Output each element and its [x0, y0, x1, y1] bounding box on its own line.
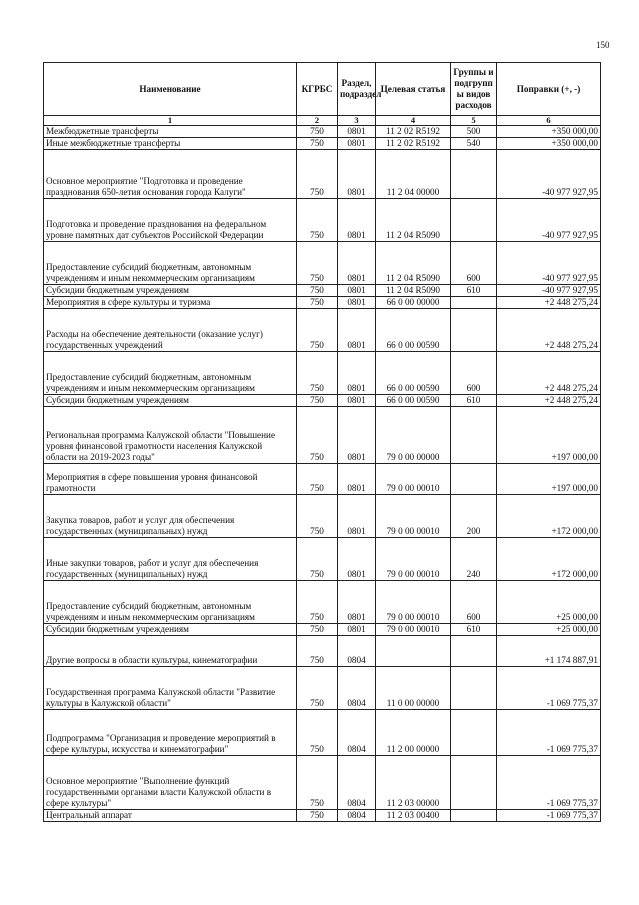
row-article: 11 2 04 00000 — [376, 150, 451, 199]
row-section: 0801 — [338, 297, 376, 309]
row-article: 11 2 03 00000 — [376, 756, 451, 810]
row-article: 11 2 04 R5090 — [376, 242, 451, 285]
row-name: Иные закупки товаров, работ и услуг для обеспечения государственных (муниципальных) нужд — [44, 538, 297, 581]
row-group: 600 — [451, 352, 497, 395]
row-kgrbs: 750 — [297, 464, 338, 495]
row-name: Центральный аппарат — [44, 810, 297, 822]
header-number: 6 — [497, 116, 601, 126]
row-name: Предоставление субсидий бюджетным, автономным учреждениям и иным некоммерческим организациям — [44, 581, 297, 624]
row-kgrbs: 750 — [297, 242, 338, 285]
row-group: 600 — [451, 581, 497, 624]
row-article: 79 0 00 00010 — [376, 495, 451, 538]
row-section: 0801 — [338, 150, 376, 199]
row-kgrbs: 750 — [297, 285, 338, 297]
row-group: 500 — [451, 126, 497, 138]
header-group: Группы и подгрупп ы видов расходов — [451, 63, 497, 116]
row-kgrbs: 750 — [297, 581, 338, 624]
row-section: 0801 — [338, 285, 376, 297]
row-name: Государственная программа Калужской области "Развитие культуры в Калужской области" — [44, 667, 297, 710]
row-group — [451, 297, 497, 309]
row-amount: -1 069 775,37 — [497, 710, 601, 756]
row-kgrbs: 750 — [297, 352, 338, 395]
table-row — [44, 636, 601, 667]
table-body — [44, 126, 601, 822]
row-group — [451, 667, 497, 710]
row-group — [451, 464, 497, 495]
row-amount: -40 977 927,95 — [497, 199, 601, 242]
row-name: Закупка товаров, работ и услуг для обеспечения государственных (муниципальных) нужд — [44, 495, 297, 538]
table-row — [44, 395, 601, 407]
row-group: 200 — [451, 495, 497, 538]
row-group — [451, 150, 497, 199]
header-number-row — [44, 116, 601, 126]
table-row — [44, 810, 601, 822]
row-section: 0801 — [338, 126, 376, 138]
row-name: Основное мероприятие "Выполнение функций государственными органами власти Калужской области в сфере культуры" — [44, 756, 297, 810]
row-article: 66 0 00 00590 — [376, 309, 451, 352]
table-row — [44, 538, 601, 581]
table-row — [44, 464, 601, 495]
row-section: 0801 — [338, 242, 376, 285]
row-group — [451, 199, 497, 242]
header-number: 2 — [297, 116, 338, 126]
row-amount: +350 000,00 — [497, 126, 601, 138]
row-kgrbs: 750 — [297, 150, 338, 199]
row-article: 66 0 00 00590 — [376, 352, 451, 395]
row-group — [451, 756, 497, 810]
row-name: Подготовка и проведение празднования на федеральном уровне памятных дат субъектов Российской Федерации — [44, 199, 297, 242]
row-name: Субсидии бюджетным учреждениям — [44, 285, 297, 297]
row-article: 66 0 00 00000 — [376, 297, 451, 309]
header-section: Раздел, подраздел — [338, 63, 376, 116]
row-group: 240 — [451, 538, 497, 581]
row-amount: -40 977 927,95 — [497, 150, 601, 199]
row-amount: -1 069 775,37 — [497, 756, 601, 810]
row-kgrbs: 750 — [297, 636, 338, 667]
row-section: 0801 — [338, 464, 376, 495]
row-article: 66 0 00 00590 — [376, 395, 451, 407]
table-row — [44, 667, 601, 710]
row-kgrbs: 750 — [297, 407, 338, 464]
row-amount: +2 448 275,24 — [497, 352, 601, 395]
table-row — [44, 150, 601, 199]
row-article: 11 2 00 00000 — [376, 710, 451, 756]
row-name: Расходы на обеспечение деятельности (оказание услуг) государственных учреждений — [44, 309, 297, 352]
row-amount: +350 000,00 — [497, 138, 601, 150]
row-name: Региональная программа Калужской области "Повышение уровня финансовой грамотности населения Калужской области на 2019-2023 годы" — [44, 407, 297, 464]
table-row — [44, 710, 601, 756]
budget-table — [43, 62, 601, 822]
table-row — [44, 352, 601, 395]
row-amount: +2 448 275,24 — [497, 309, 601, 352]
row-name: Субсидии бюджетным учреждениям — [44, 395, 297, 407]
table-row — [44, 138, 601, 150]
row-section: 0801 — [338, 407, 376, 464]
row-section: 0801 — [338, 199, 376, 242]
header-number: 4 — [376, 116, 451, 126]
row-name: Другие вопросы в области культуры, кинематографии — [44, 636, 297, 667]
header-article: Целевая статья — [376, 63, 451, 116]
row-name: Основное мероприятие "Подготовка и проведение празднования 650-летия основания города Калуги" — [44, 150, 297, 199]
row-kgrbs: 750 — [297, 395, 338, 407]
row-section: 0801 — [338, 309, 376, 352]
row-amount: +172 000,00 — [497, 495, 601, 538]
row-kgrbs: 750 — [297, 495, 338, 538]
row-kgrbs: 750 — [297, 138, 338, 150]
table-row — [44, 581, 601, 624]
row-group: 600 — [451, 242, 497, 285]
row-article: 79 0 00 00000 — [376, 407, 451, 464]
row-section: 0801 — [338, 538, 376, 581]
page-number: 150 — [596, 40, 610, 50]
row-amount: -40 977 927,95 — [497, 285, 601, 297]
row-section: 0801 — [338, 352, 376, 395]
row-name: Предоставление субсидий бюджетным, автономным учреждениям и иным некоммерческим организациям — [44, 352, 297, 395]
header-number: 1 — [44, 116, 297, 126]
row-section: 0801 — [338, 581, 376, 624]
row-kgrbs: 750 — [297, 199, 338, 242]
row-article: 11 2 02 R5192 — [376, 126, 451, 138]
row-group — [451, 636, 497, 667]
table-row — [44, 285, 601, 297]
row-kgrbs: 750 — [297, 710, 338, 756]
row-group — [451, 710, 497, 756]
table-row — [44, 297, 601, 309]
header-number: 3 — [338, 116, 376, 126]
row-kgrbs: 750 — [297, 309, 338, 352]
table-row — [44, 126, 601, 138]
table-row — [44, 407, 601, 464]
row-amount: +1 174 887,91 — [497, 636, 601, 667]
table-row — [44, 199, 601, 242]
row-kgrbs: 750 — [297, 667, 338, 710]
row-amount: +197 000,00 — [497, 464, 601, 495]
header-row — [44, 63, 601, 116]
header-name: Наименование — [44, 63, 297, 116]
row-article: 11 0 00 00000 — [376, 667, 451, 710]
row-group: 540 — [451, 138, 497, 150]
row-amount: +25 000,00 — [497, 624, 601, 636]
table-row — [44, 242, 601, 285]
row-name: Субсидии бюджетным учреждениям — [44, 624, 297, 636]
row-group — [451, 810, 497, 822]
row-kgrbs: 750 — [297, 810, 338, 822]
row-name: Иные межбюджетные трансферты — [44, 138, 297, 150]
row-article — [376, 636, 451, 667]
row-amount: +25 000,00 — [497, 581, 601, 624]
row-article: 11 2 03 00400 — [376, 810, 451, 822]
row-group — [451, 309, 497, 352]
row-article: 11 2 04 R5090 — [376, 199, 451, 242]
row-kgrbs: 750 — [297, 538, 338, 581]
row-article: 11 2 02 R5192 — [376, 138, 451, 150]
row-group: 610 — [451, 395, 497, 407]
row-group — [451, 407, 497, 464]
row-group: 610 — [451, 624, 497, 636]
row-article: 79 0 00 00010 — [376, 464, 451, 495]
row-kgrbs: 750 — [297, 126, 338, 138]
row-kgrbs: 750 — [297, 756, 338, 810]
row-name: Подпрограмма "Организация и проведение мероприятий в сфере культуры, искусства и кинематографии" — [44, 710, 297, 756]
row-section: 0804 — [338, 810, 376, 822]
row-section: 0804 — [338, 710, 376, 756]
table-row — [44, 309, 601, 352]
row-section: 0804 — [338, 636, 376, 667]
row-section: 0801 — [338, 395, 376, 407]
row-article: 79 0 00 00010 — [376, 538, 451, 581]
row-section: 0804 — [338, 667, 376, 710]
row-amount: -1 069 775,37 — [497, 810, 601, 822]
row-article: 11 2 04 R5090 — [376, 285, 451, 297]
header-kgrbs: КГРБС — [297, 63, 338, 116]
row-section: 0801 — [338, 138, 376, 150]
table-row — [44, 756, 601, 810]
row-kgrbs: 750 — [297, 297, 338, 309]
row-name: Предоставление субсидий бюджетным, автономным учреждениям и иным некоммерческим организациям — [44, 242, 297, 285]
row-group: 610 — [451, 285, 497, 297]
row-section: 0801 — [338, 495, 376, 538]
row-section: 0804 — [338, 756, 376, 810]
row-name: Мероприятия в сфере повышения уровня финансовой грамотности — [44, 464, 297, 495]
row-name: Мероприятия в сфере культуры и туризма — [44, 297, 297, 309]
row-name: Межбюджетные трансферты — [44, 126, 297, 138]
table-row — [44, 624, 601, 636]
row-amount: +197 000,00 — [497, 407, 601, 464]
header-number: 5 — [451, 116, 497, 126]
row-section: 0801 — [338, 624, 376, 636]
row-amount: -40 977 927,95 — [497, 242, 601, 285]
row-amount: +2 448 275,24 — [497, 395, 601, 407]
row-article: 79 0 00 00010 — [376, 624, 451, 636]
header-amount: Поправки (+, -) — [497, 63, 601, 116]
table-row — [44, 495, 601, 538]
row-amount: +2 448 275,24 — [497, 297, 601, 309]
row-article: 79 0 00 00010 — [376, 581, 451, 624]
row-kgrbs: 750 — [297, 624, 338, 636]
row-amount: -1 069 775,37 — [497, 667, 601, 710]
row-amount: +172 000,00 — [497, 538, 601, 581]
